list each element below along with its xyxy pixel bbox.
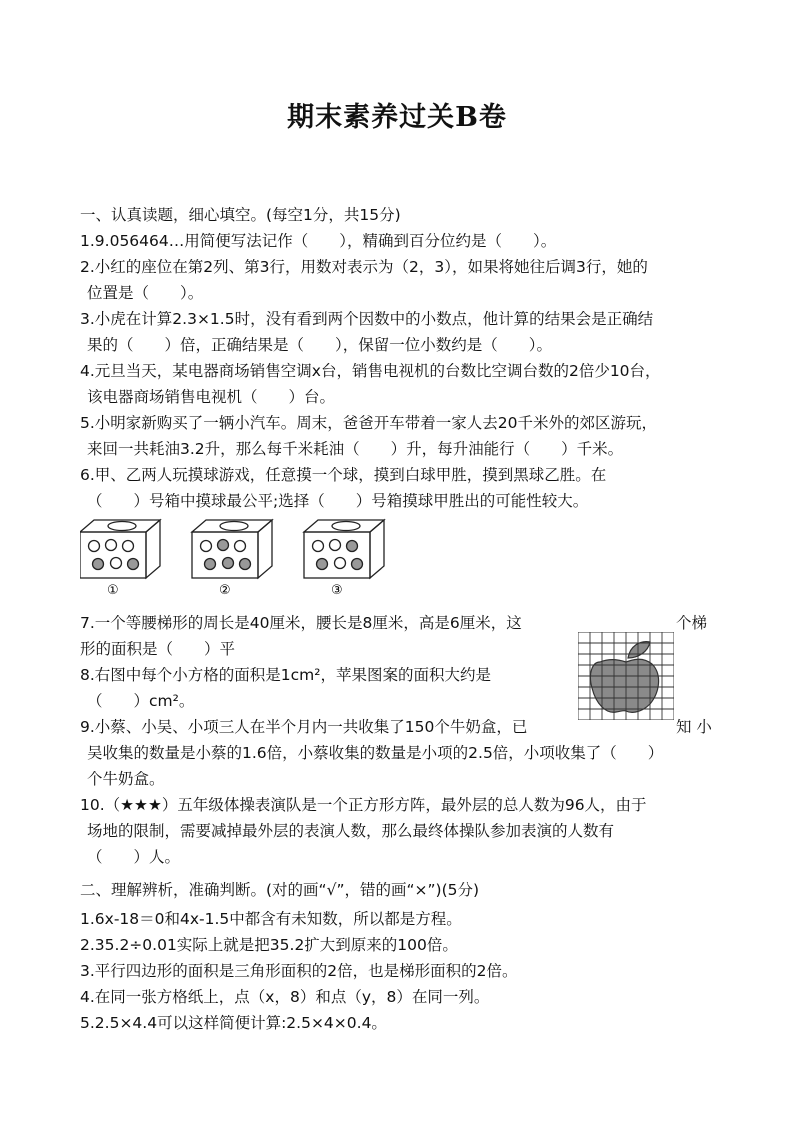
q7-line2: 形的面积是（ ）平	[80, 640, 236, 658]
ball-boxes-figure	[80, 518, 400, 598]
section1-header: 一、认真读题，细心填空。(每空1分，共15分)	[80, 206, 401, 224]
q8-line2: （ ）cm²。	[87, 692, 195, 710]
q8-line1: 8.右图中每个小方格的面积是1cm²，苹果图案的面积大约是	[80, 666, 491, 684]
box-2	[192, 520, 272, 578]
box-label-2: ②	[219, 583, 231, 598]
q6-line1: 6.甲、乙两人玩摸球游戏，任意摸一个球，摸到白球甲胜，摸到黑球乙胜。在	[80, 466, 607, 484]
q5-line2: 来回一共耗油3.2升，那么每千米耗油（ ）升，每升油能行（ ）千米。	[87, 440, 624, 458]
section2-header: 二、理解辨析，准确判断。(对的画“√”，错的画“×”)(5分)	[80, 881, 480, 899]
q6-line2: （ ）号箱中摸球最公平;选择（ ）号箱摸球甲胜出的可能性较大。	[87, 492, 589, 510]
judge-1: 1.6x-18＝0和4x-1.5中都含有未知数，所以都是方程。	[80, 910, 462, 928]
q10-line1: 10.（★★★）五年级体操表演队是一个正方形方阵，最外层的总人数为96人，由于	[80, 796, 647, 814]
judge-2: 2.35.2÷0.01实际上就是把35.2扩大到原来的100倍。	[80, 936, 458, 954]
page-title: 期末素养过关B卷	[287, 102, 507, 133]
q2-line2: 位置是（ ）。	[87, 284, 204, 302]
square-grid	[578, 632, 674, 720]
q9-line1-tail: 知 小	[676, 718, 712, 736]
q7-line1-tail: 个梯	[676, 614, 708, 632]
q10-line3: （ ）人。	[87, 848, 181, 866]
q9-line1: 9.小蔡、小吴、小项三人在半个月内一共收集了150个牛奶盒，已	[80, 718, 528, 736]
q1-line: 1.9.056464…用简便写法记作（ ），精确到百分位约是（ ）。	[80, 232, 557, 250]
q2-line1: 2.小红的座位在第2列、第3行，用数对表示为（2，3），如果将她往后调3行，她的	[80, 258, 648, 276]
q4-line1: 4.元旦当天，某电器商场销售空调x台，销售电视机的台数比空调台数的2倍少10台，	[80, 362, 661, 380]
q3-line2: 果的（ ）倍，正确结果是（ ），保留一位小数约是（ ）。	[87, 336, 553, 354]
apple-grid-figure	[578, 632, 674, 720]
box-1	[80, 520, 160, 578]
judge-5: 5.2.5×4.4可以这样简便计算:2.5×4×0.4。	[80, 1014, 387, 1032]
q3-line1: 3.小虎在计算2.3×1.5时，没有看到两个因数中的小数点，他计算的结果会是正确结	[80, 310, 654, 328]
box-label-3: ③	[331, 583, 343, 598]
box-label-1: ①	[107, 583, 119, 598]
box-3	[304, 520, 384, 578]
q9-line3: 个牛奶盒。	[87, 770, 165, 788]
q4-line2: 该电器商场销售电视机（ ）台。	[87, 388, 336, 406]
q7-line1: 7.一个等腰梯形的周长是40厘米，腰长是8厘米，高是6厘米，这	[80, 614, 522, 632]
q5-line1: 5.小明家新购买了一辆小汽车。周末，爸爸开车带着一家人去20千米外的郊区游玩，	[80, 414, 658, 432]
judge-3: 3.平行四边形的面积是三角形面积的2倍，也是梯形面积的2倍。	[80, 962, 518, 980]
q9-line2: 吴收集的数量是小蔡的1.6倍，小蔡收集的数量是小项的2.5倍，小项收集了（ ）	[87, 744, 664, 762]
q10-line2: 场地的限制，需要减掉最外层的表演人数，那么最终体操队参加表演的人数有	[87, 822, 615, 840]
apple-shape	[590, 642, 658, 713]
judge-4: 4.在同一张方格纸上，点（x，8）和点（y，8）在同一列。	[80, 988, 490, 1006]
